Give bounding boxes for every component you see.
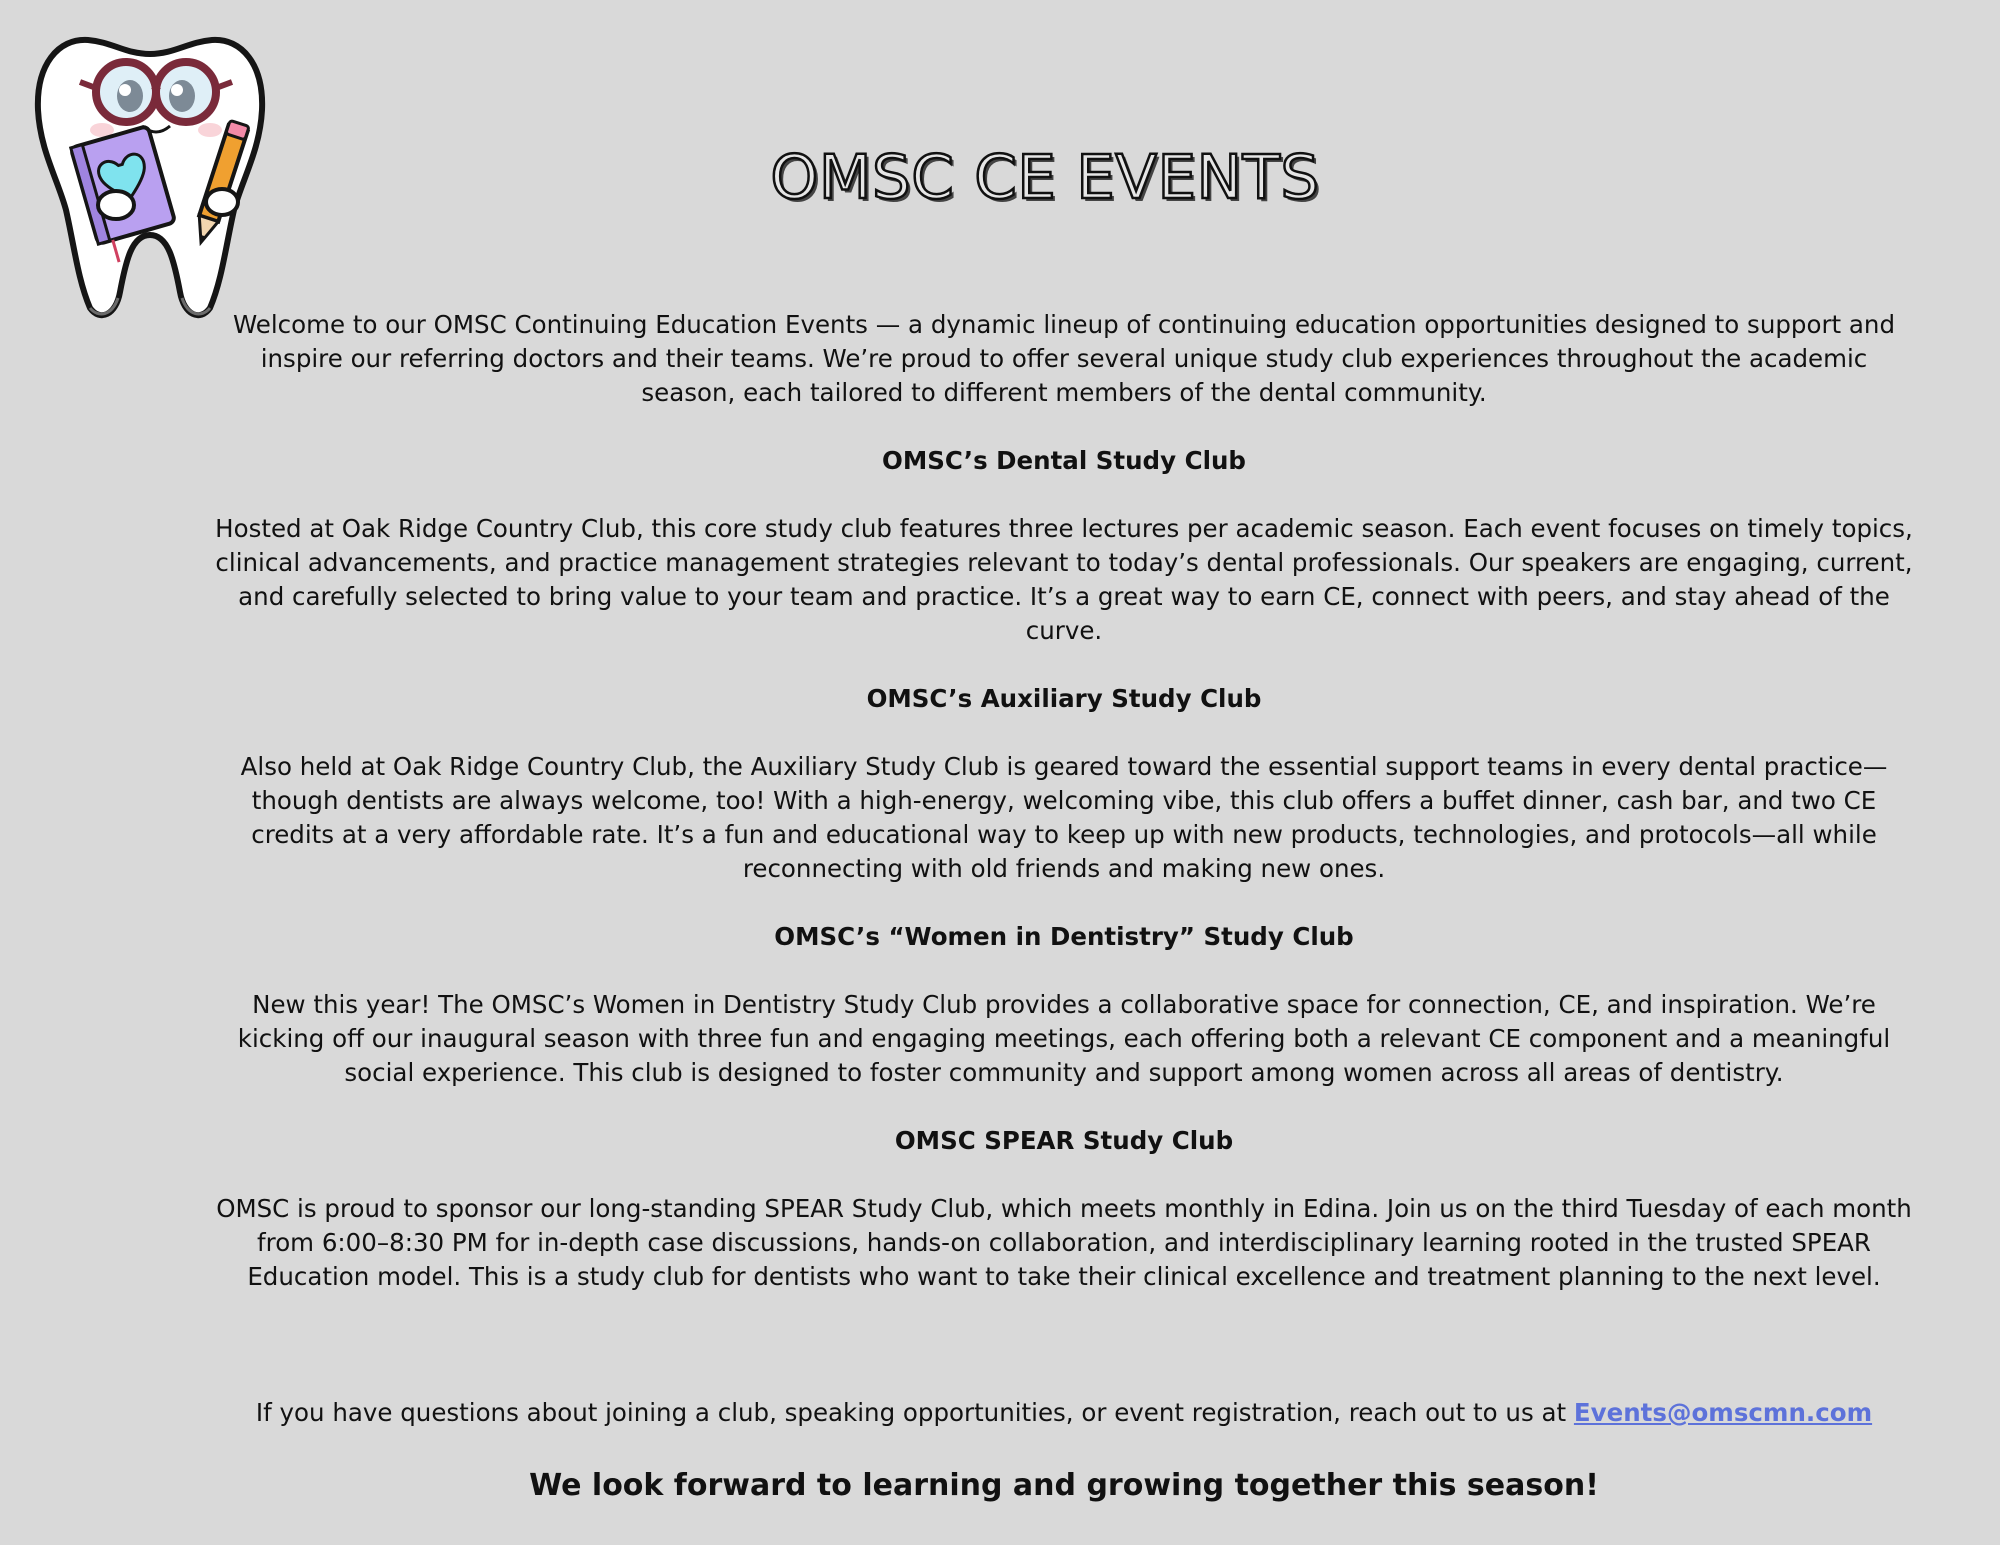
contact-line xyxy=(212,1396,1916,1430)
contact-email-link[interactable]: Events@omscmn.com xyxy=(1573,1398,1873,1427)
page-title: OMSC CE EVENTS xyxy=(770,142,1320,213)
dental-study-club-description: Hosted at Oak Ridge Country Club, this core study club features three lectures per academic season. Each event focuses on timely topics, clinical advancements, and practice management strategies relevant to today’s dental professionals. Our speakers are engaging, current, and carefully selected to bring value to your team and practice. It’s a great way to earn CE, connect with peers, and stay ahead of the curve. xyxy=(215,514,1913,645)
auxiliary-study-club-description: Also held at Oak Ridge Country Club, the Auxiliary Study Club is geared toward the essential support teams in every dental practice—though dentists are always welcome, too! With a high-energy, welcoming vibe, this club offers a buffet dinner, cash bar, and two CE credits at a very affordable rate. It’s a fun and educational way to keep up with new products, technologies, and protocols—all while reconnecting with old friends and making new ones. xyxy=(240,752,1888,883)
intro-paragraph: Welcome to our OMSC Continuing Education Events — a dynamic lineup of continuing education opportunities designed to support and inspire our referring doctors and their teams. We’re proud to offer several unique study club experiences throughout the academic season, each tailored to different members of the dental community. xyxy=(232,310,1896,407)
closing-statement: We look forward to learning and growing together this season! xyxy=(529,1468,1599,1503)
women-in-dentistry-heading: OMSC’s “Women in Dentistry” Study Club xyxy=(774,922,1354,951)
main-content xyxy=(212,308,1916,1506)
women-in-dentistry-description: New this year! The OMSC’s Women in Dentistry Study Club provides a collaborative space for connection, CE, and inspiration. We’re kicking off our inaugural season with three fun and engaging meetings, each offering both a relevant CE component and a meaningful social experience. This club is designed to foster community and support among women across all areas of dentistry. xyxy=(237,990,1891,1087)
contact-text: If you have questions about joining a club, speaking opportunities, or event registration, reach out to us at xyxy=(255,1398,1574,1427)
spear-study-club-description: OMSC is proud to sponsor our long-standing SPEAR Study Club, which meets monthly in Edina. Join us on the third Tuesday of each month from 6:00–8:30 PM for in-depth case discussions, hands-on collaboration, and interdisciplinary learning rooted in the trusted SPEAR Education model. This is a study club for dentists who want to take their clinical excellence and treatment planning to the next level. xyxy=(216,1194,1912,1291)
spear-study-club-heading: OMSC SPEAR Study Club xyxy=(894,1126,1234,1155)
auxiliary-study-club-heading: OMSC’s Auxiliary Study Club xyxy=(866,684,1262,713)
dental-study-club-heading: OMSC’s Dental Study Club xyxy=(882,446,1246,475)
